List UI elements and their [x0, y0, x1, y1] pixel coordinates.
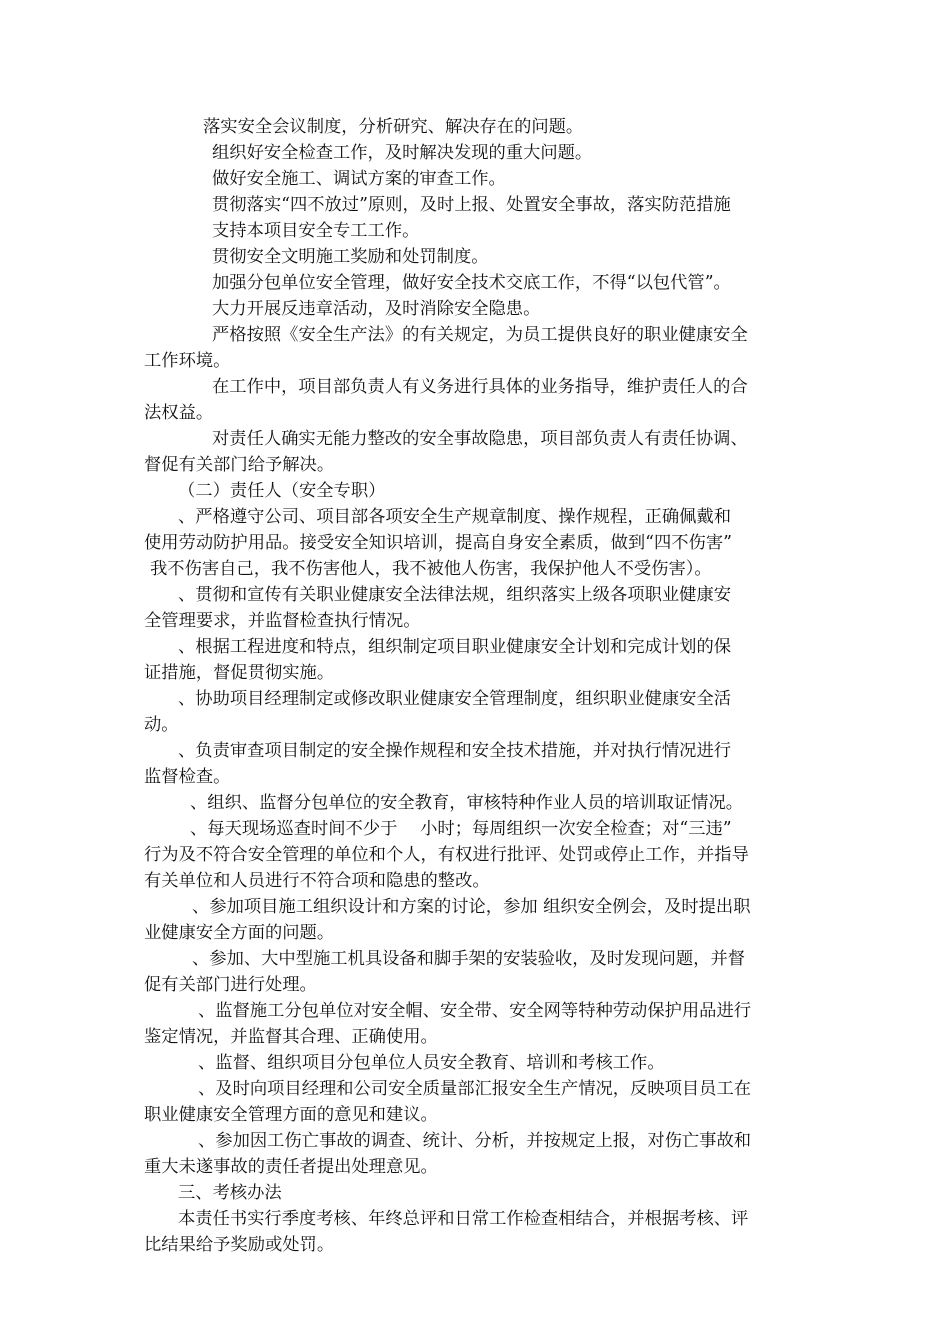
text-line: 鉴定情况，并监督其合理、正确使用。 [144, 1027, 438, 1047]
text-line: 工作环境。 [144, 351, 231, 371]
text-line: 、严格遵守公司、项目部各项安全生产规章制度、操作规程，正确佩戴和 [178, 507, 732, 527]
text-line: 促有关部门进行处理。 [144, 975, 317, 995]
text-line: 比结果给予奖励或处罚。 [144, 1235, 335, 1255]
text-line: 、及时向项目经理和公司安全质量部汇报安全生产情况，反映项目员工在 [198, 1079, 752, 1099]
text-line: 证措施，督促贯彻实施。 [144, 663, 335, 683]
text-line: 我不伤害自己，我不伤害他人，我不被他人伤害，我保护他人不受伤害）。 [150, 559, 712, 579]
text-line: 组织好安全检查工作，及时解决发现的重大问题。 [212, 143, 593, 163]
text-line: 、每天现场巡查时间不少于 小时；每周组织一次安全检查；对“三违” [190, 819, 732, 839]
text-line: 、参加项目施工组织设计和方案的讨论，参加 组织安全例会，及时提出职 [192, 897, 751, 917]
section-heading: 三、考核办法 [178, 1183, 282, 1203]
text-line: 全管理要求，并监督检查执行情况。 [144, 611, 421, 631]
text-line: 大力开展反违章活动，及时消除安全隐患。 [212, 299, 541, 319]
text-line: 落实安全会议制度，分析研究、解决存在的问题。 [203, 117, 584, 137]
text-line: 监督检查。 [144, 767, 231, 787]
text-line: 重大未遂事故的责任者提出处理意见。 [144, 1157, 438, 1177]
section-heading: （二）责任人（安全专职） [178, 481, 386, 501]
text-line: 行为及不符合安全管理的单位和个人，有权进行批评、处罚或停止工作，并指导 [144, 845, 749, 865]
text-line: 支持本项目安全专工工作。 [212, 221, 420, 241]
text-line: 、组织、监督分包单位的安全教育，审核特种作业人员的培训取证情况。 [190, 793, 744, 813]
text-line: 本责任书实行季度考核、年终总评和日常工作检查相结合，并根据考核、评 [178, 1209, 749, 1229]
text-line: 、参加因工伤亡事故的调查、统计、分析，并按规定上报，对伤亡事故和 [198, 1131, 752, 1151]
text-line: 贯彻安全文明施工奖励和处罚制度。 [212, 247, 489, 267]
text-line: 、监督、组织项目分包单位人员安全教育、培训和考核工作。 [198, 1053, 665, 1073]
text-line: 、负责审查项目制定的安全操作规程和安全技术措施，并对执行情况进行 [178, 741, 732, 761]
text-line: 、参加、大中型施工机具设备和脚手架的安装验收，及时发现问题，并督 [192, 949, 746, 969]
text-line: 、根据工程进度和特点，组织制定项目职业健康安全计划和完成计划的保 [178, 637, 732, 657]
text-line: 、贯彻和宣传有关职业健康安全法律法规，组织落实上级各项职业健康安 [178, 585, 732, 605]
text-line: 加强分包单位安全管理，做好安全技术交底工作，不得“以包代管”。 [212, 273, 731, 293]
text-line: 严格按照《安全生产法》的有关规定，为员工提供良好的职业健康安全 [212, 325, 748, 345]
text-line: 使用劳动防护用品。接受安全知识培训，提高自身安全素质，做到“四不伤害” [144, 533, 732, 553]
text-line: 在工作中，项目部负责人有义务进行具体的业务指导，维护责任人的合 [212, 377, 748, 397]
text-line: 做好安全施工、调试方案的审查工作。 [212, 169, 506, 189]
text-line: 、协助项目经理制定或修改职业健康安全管理制度，组织职业健康安全活 [178, 689, 732, 709]
text-line: 职业健康安全管理方面的意见和建议。 [144, 1105, 438, 1125]
text-line: 对责任人确实无能力整改的安全事故隐患，项目部负责人有责任协调、 [212, 429, 748, 449]
text-line: 督促有关部门给予解决。 [144, 455, 335, 475]
text-line: 动。 [144, 715, 179, 735]
text-line: 贯彻落实“四不放过”原则，及时上报、处置安全事故，落实防范措施 [212, 195, 731, 215]
text-line: 业健康安全方面的问题。 [144, 923, 335, 943]
text-line: 、监督施工分包单位对安全帽、安全带、安全网等特种劳动保护用品进行 [198, 1001, 752, 1021]
text-line: 法权益。 [144, 403, 214, 423]
text-line: 有关单位和人员进行不符合项和隐患的整改。 [144, 871, 490, 891]
